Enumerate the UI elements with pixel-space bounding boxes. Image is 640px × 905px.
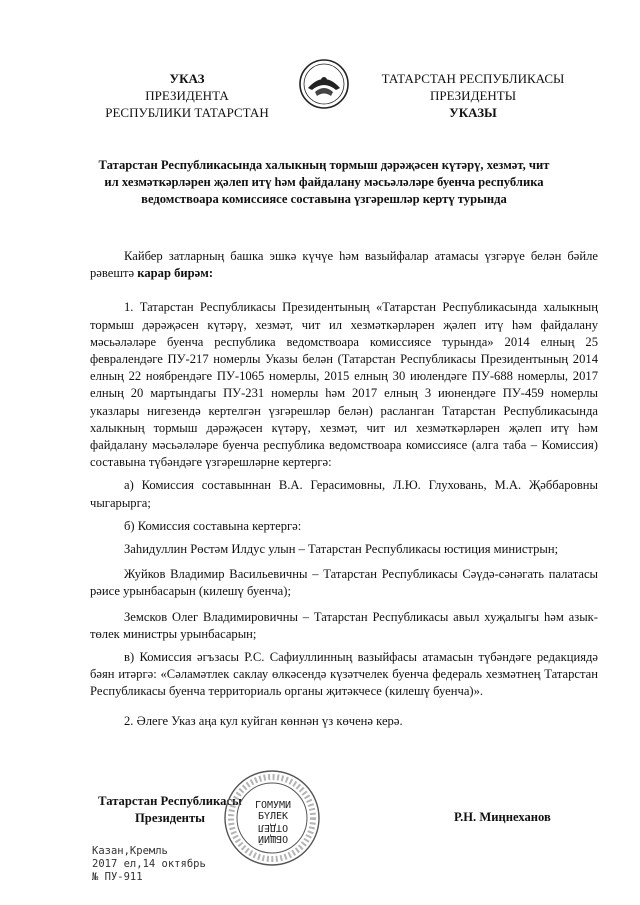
signature-title-line-1: Татарстан Республикасы xyxy=(98,794,242,808)
header-left-line-1: УКАЗ xyxy=(169,71,205,86)
paragraph-1b: б) Комиссия составына кертергә: xyxy=(124,518,302,533)
header-right-line-1: ТАТАРСТАН РЕСПУБЛИКАСЫ xyxy=(381,71,565,86)
document-body xyxy=(90,248,598,730)
preamble-bold: карар бирәм: xyxy=(137,266,214,281)
stamp-text xyxy=(247,800,299,844)
stamp-line-2: БҮЛЕК xyxy=(257,811,289,822)
meta-date: 2017 ел,14 октябрь xyxy=(92,858,206,870)
paragraph-2: 2. Әлеге Указ аңа кул куйган көннән үз көченә керә. xyxy=(124,713,403,728)
meta-place: Казан,Кремль xyxy=(92,845,168,857)
signatory-name: Р.Н. Миңнеханов xyxy=(454,810,551,824)
stamp-line-4: ОБЩИЙ xyxy=(257,833,289,844)
paragraph-member-1: Заһидуллин Рөстәм Илдус улын – Татарстан Республикасы юстиция министрын; xyxy=(124,542,559,557)
stamp-line-1: ГОМУМИ xyxy=(254,800,292,811)
header-right-line-3: УКАЗЫ xyxy=(449,105,497,120)
paragraph-1c: в) Комиссия әгъзасы Р.С. Сафиуллинның вазыйфасы атамасын түбәндәге редакциядә бәян итәргә: «Сәламәтлек саклау өлкәсендә күзәтчелек буенча федераль хезмәтнең Татарстан Республикасы буенча территориаль органы җитәкчесе (килешү буенча)». xyxy=(90,650,598,699)
paragraph-1a: а) Комиссия составыннан В.А. Герасимовны, Л.Ю. Глуховань, М.А. Җәббаровны чыгарырга; xyxy=(90,478,598,510)
header-left-line-3: РЕСПУБЛИКИ ТАТАРСТАН xyxy=(105,105,269,120)
stamp-line-3: ОТДЕЛ xyxy=(257,822,289,833)
header-left-line-2: ПРЕЗИДЕНТА xyxy=(145,88,229,103)
signature-title-line-2: Президенты xyxy=(135,811,205,825)
coat-of-arms-icon xyxy=(298,58,350,110)
meta-number: № ПУ-911 xyxy=(92,871,143,883)
header-right-line-2: ПРЕЗИДЕНТЫ xyxy=(429,88,517,103)
document-title: Татарстан Республикасында халыкның тормыш дәрәҗәсен күтәрү, хезмәт, чит ил хезмәткәрләрен җәлеп итү һәм файдалану мәсьәләләре буенча республика ведомствоара комиссиясе составына үзгәрешләр кертү турында xyxy=(98,158,550,206)
header-left xyxy=(62,70,312,121)
preamble-text: Кайбер затларның башка эшкә күчүе һәм вазыйфалар атамасы үзгәрүе белән бәйле рәвештә xyxy=(90,249,598,281)
paragraph-1: 1. Татарстан Республикасы Президентының «Татарстан Республикасында халыкның тормыш дәрәҗәсен күтәрү, хезмәт, чит ил хезмәткәрләрен җәлеп итү һәм файдалану мәсьәләләре буенча республика ведомствоара комиссиясе турында» 2014 елның 25 февралендәге ПУ-217 номерлы Указы белән (Татарстан Республикасы Президентының 2014 елның 22 ноябрендәге ПУ-1065 номерлы, 2015 елның 30 июлендәге ПУ-688 номерлы, 2017 елның 20 мартындагы ПУ-231 номерлы һәм 2017 елның 3 июнендәге ПУ-459 номерлы указлары нигезендә кертелгән үзгәрешләр белән) расланган Татарстан Республикасында халыкның тормыш дәрәҗәсен күтәрү, хезмәт, чит ил хезмәткәрләрен җәлеп итү һәм файдалану мәсьәләләре буенча республика ведомствоара комиссиясе (алга таба – Комиссия) составына түбәндәге үзгәрешләрне кертергә: xyxy=(90,300,598,470)
paragraph-member-3: Земсков Олег Владимировичны – Татарстан Республикасы авыл хуҗалыгы һәм азык-төлек министры урынбасарын; xyxy=(90,609,598,641)
preamble xyxy=(90,248,598,282)
header-right xyxy=(348,70,598,121)
paragraph-member-2: Жуйков Владимир Васильевичны – Татарстан Республикасы Сәүдә-сәнәгать палатасы рәисе урынбасарын (килешү буенча); xyxy=(90,567,598,599)
document-meta xyxy=(92,845,206,884)
